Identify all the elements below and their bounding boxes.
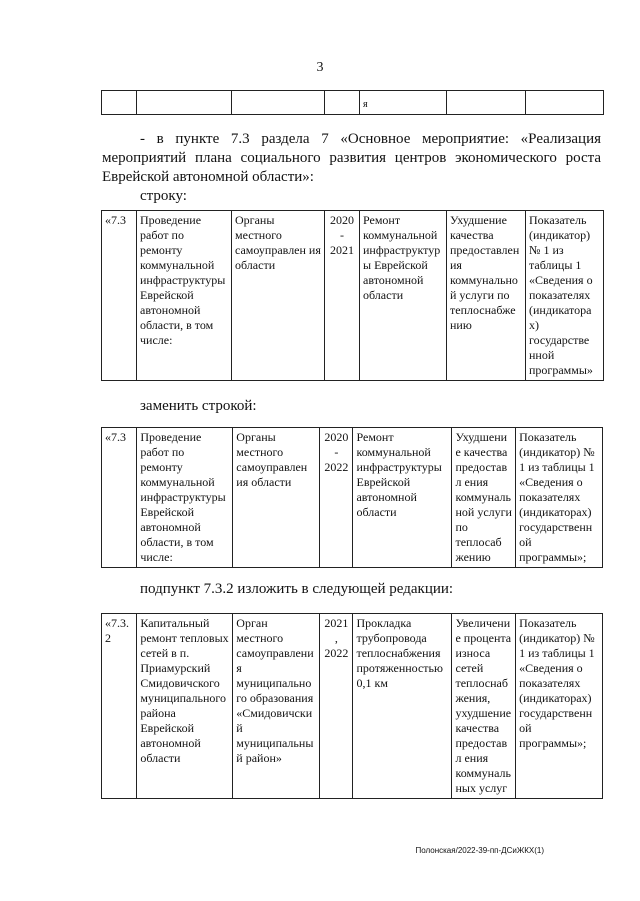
consequence: Ухудшение качества предоставлен ия коммунально й услуги по теплоснабже нию bbox=[447, 211, 526, 381]
top-table bbox=[101, 90, 604, 115]
years: 2020 - 2022 bbox=[320, 428, 353, 568]
executor: Органы местного самоуправлен ия области bbox=[233, 428, 320, 568]
consequence: Ухудшени е качества предоставл ения коммуналь ной услуги по теплосаб жению bbox=[452, 428, 516, 568]
expected-result: Ремонт коммунальной инфраструктуры Еврейской автономной области bbox=[353, 428, 452, 568]
cell-text: я bbox=[363, 99, 368, 110]
years: 2021, 2022 bbox=[320, 614, 353, 799]
table-cell bbox=[102, 91, 137, 115]
new-row-table bbox=[101, 427, 603, 568]
replace-text: заменить строкой: bbox=[140, 398, 257, 414]
table-cell bbox=[526, 91, 604, 115]
page-number: 3 bbox=[316, 60, 324, 75]
years: 2020 - 2021 bbox=[325, 211, 360, 381]
indicator: Показатель (индикатор) № 1 из таблицы 1 «Сведения о показателях (индикатора х) государстве нной программы» bbox=[526, 211, 604, 381]
event-name: Проведение работ по ремонту коммунальной инфраструктуры Еврейской автономной области, в том числе: bbox=[137, 428, 233, 568]
executor: Орган местного самоуправлени я муниципально го образования «Смидовичски й муниципальны й район» bbox=[233, 614, 320, 799]
indicator: Показатель (индикатор) № 1 из таблицы 1 «Сведения о показателях (индикаторах) государственн ой программы»; bbox=[516, 428, 603, 568]
expected-result: Ремонт коммунальной инфраструктуры Еврейской автономной области bbox=[360, 211, 447, 381]
intro-text-2: мероприятий плана социального развития центров экономического роста bbox=[102, 150, 601, 166]
intro-text-1: - в пункте 7.3 раздела 7 «Основное мероприятие: «Реализация bbox=[140, 131, 601, 147]
expected-result: Прокладка трубопровода теплоснабжения протяженностью 0,1 км bbox=[353, 614, 452, 799]
footer-document-id: Полонская/2022-39-пп-ДСиЖКХ(1) bbox=[415, 846, 544, 855]
table-cell bbox=[360, 91, 447, 115]
intro-line-2 bbox=[102, 149, 601, 168]
event-name: Проведение работ по ремонту коммунальной инфраструктуры Еврейской автономной области, в том числе: bbox=[137, 211, 232, 381]
consequence: Увеличени е процента износа сетей теплоснаб жения, ухудшение качества предоставл ения коммуналь ных услуг bbox=[452, 614, 516, 799]
event-name: Капитальный ремонт тепловых сетей в п. Приамурский Смидовичского муниципального района Еврейской автономной области bbox=[137, 614, 233, 799]
row-number: «7.3 bbox=[102, 211, 137, 381]
table-cell bbox=[447, 91, 526, 115]
intro-line-1 bbox=[140, 130, 601, 149]
table-cell bbox=[137, 91, 232, 115]
intro-line-4: строку: bbox=[140, 188, 187, 204]
subpoint-text: подпункт 7.3.2 изложить в следующей редакции: bbox=[140, 581, 454, 597]
row-number: «7.3.2 bbox=[102, 614, 137, 799]
indicator: Показатель (индикатор) № 1 из таблицы 1 «Сведения о показателях (индикаторах) государственн ой программы»; bbox=[516, 614, 603, 799]
row-number: «7.3 bbox=[102, 428, 137, 568]
subpoint-table bbox=[101, 613, 603, 799]
executor: Органы местного самоуправлен ия области bbox=[232, 211, 325, 381]
table-cell bbox=[232, 91, 325, 115]
intro-line-3: Еврейской автономной области»: bbox=[102, 169, 314, 185]
old-row-table bbox=[101, 210, 604, 381]
table-cell bbox=[325, 91, 360, 115]
